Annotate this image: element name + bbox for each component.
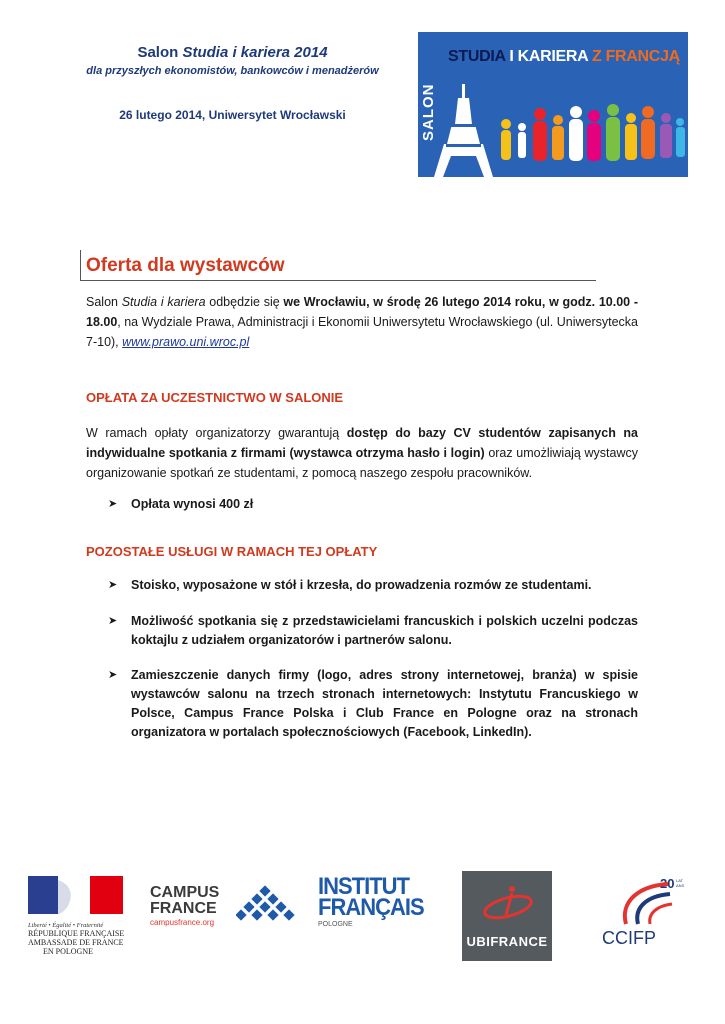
event-date-place: 26 lutego 2014, Uniwersytet Wrocławski	[119, 108, 346, 122]
banner-salon-text: SALON	[420, 83, 437, 141]
offer-title: Oferta dla wystawców	[86, 255, 285, 276]
ambassade-de-france-logo: Liberté • Égalité • Fraternité RÉPUBLIQUE FRANÇAISE AMBASSADE DE FRANCE EN POLOGNE	[28, 876, 123, 962]
event-banner	[418, 32, 688, 177]
header	[60, 44, 405, 122]
section-underline	[80, 280, 596, 281]
arrow-bullet-icon: ➤	[108, 579, 118, 591]
campus-france-logo: CAMPUS FRANCE campusfrance.org	[150, 885, 295, 935]
service-item: ➤ Możliwość spotkania się z przedstawicielami francuskich i polskich uczelni podczas koktajlu z udziałem organizatorów i partnerów salonu.	[108, 614, 638, 647]
offer-paragraph: Salon Studia i kariera odbędzie się we Wrocławiu, w środę 26 lutego 2014 roku, w godz. 10.00 - 18.00, na Wydziale Prawa, Administracji i Ekonomii Uniwersytetu Wrocławskiego (ul. Uniwersytecka 7-10), www.prawo.uni.wroc.pl	[86, 295, 638, 349]
ccifp-logo: 20 LAT ANS CCIFP	[602, 876, 685, 948]
arrow-bullet-icon: ➤	[108, 669, 118, 681]
section-vertical-rule	[80, 250, 81, 281]
fee-heading: OPŁATA ZA UCZESTNICTWO W SALONIE	[86, 390, 344, 405]
institut-francais-logo: INSTITUT FRANÇAIS POLOGNE	[318, 871, 424, 928]
ubifrance-swoosh-icon	[462, 871, 552, 929]
faculty-website-link[interactable]: www.prawo.uni.wroc.pl	[122, 335, 250, 349]
service-item: ➤ Stoisko, wyposażone w stół i krzesła, do prowadzenia rozmów ze studentami.	[108, 576, 638, 595]
fee-amount-item: ➤ Opłata wynosi 400 zł	[108, 495, 638, 514]
event-subtitle: dla przyszłych ekonomistów, bankowców i menadżerów	[86, 65, 379, 77]
banner-title: STUDIA I KARIERA Z FRANCJĄ	[448, 48, 680, 65]
eiffel-tower-and-people-illustration	[418, 32, 688, 177]
ccifp-swirl-icon	[608, 880, 678, 928]
service-item: ➤ Zamieszczenie danych firmy (logo, adres strony internetowej, branża) w spisie wystawców salonu na trzech stronach internetowych: Instytutu Francuskiego w Polsce, Campus France Polska i Club France en Pologne oraz na stronach organizatora w portalach społecznościowych (Facebook, LinkedIn).	[108, 668, 638, 739]
event-title: Salon Studia i kariera 2014	[137, 44, 328, 61]
arrow-bullet-icon: ➤	[108, 498, 118, 510]
campus-france-diamonds-icon	[236, 885, 296, 929]
ubifrance-logo: UBIFRANCE	[462, 871, 552, 961]
services-heading: POZOSTAŁE USŁUGI W RAMACH TEJ OPŁATY	[86, 544, 378, 559]
marianne-flag-icon	[28, 876, 123, 914]
fee-paragraph: W ramach opłaty organizatorzy gwarantują dostęp do bazy CV studentów zapisanych na indywidualne spotkania z firmami (wystawca otrzyma hasło i login) oraz umożliwiają wystawcy organizowanie spotkań ze studentami, z pomocą naszego zespołu pracowników.	[86, 426, 638, 480]
arrow-bullet-icon: ➤	[108, 615, 118, 627]
